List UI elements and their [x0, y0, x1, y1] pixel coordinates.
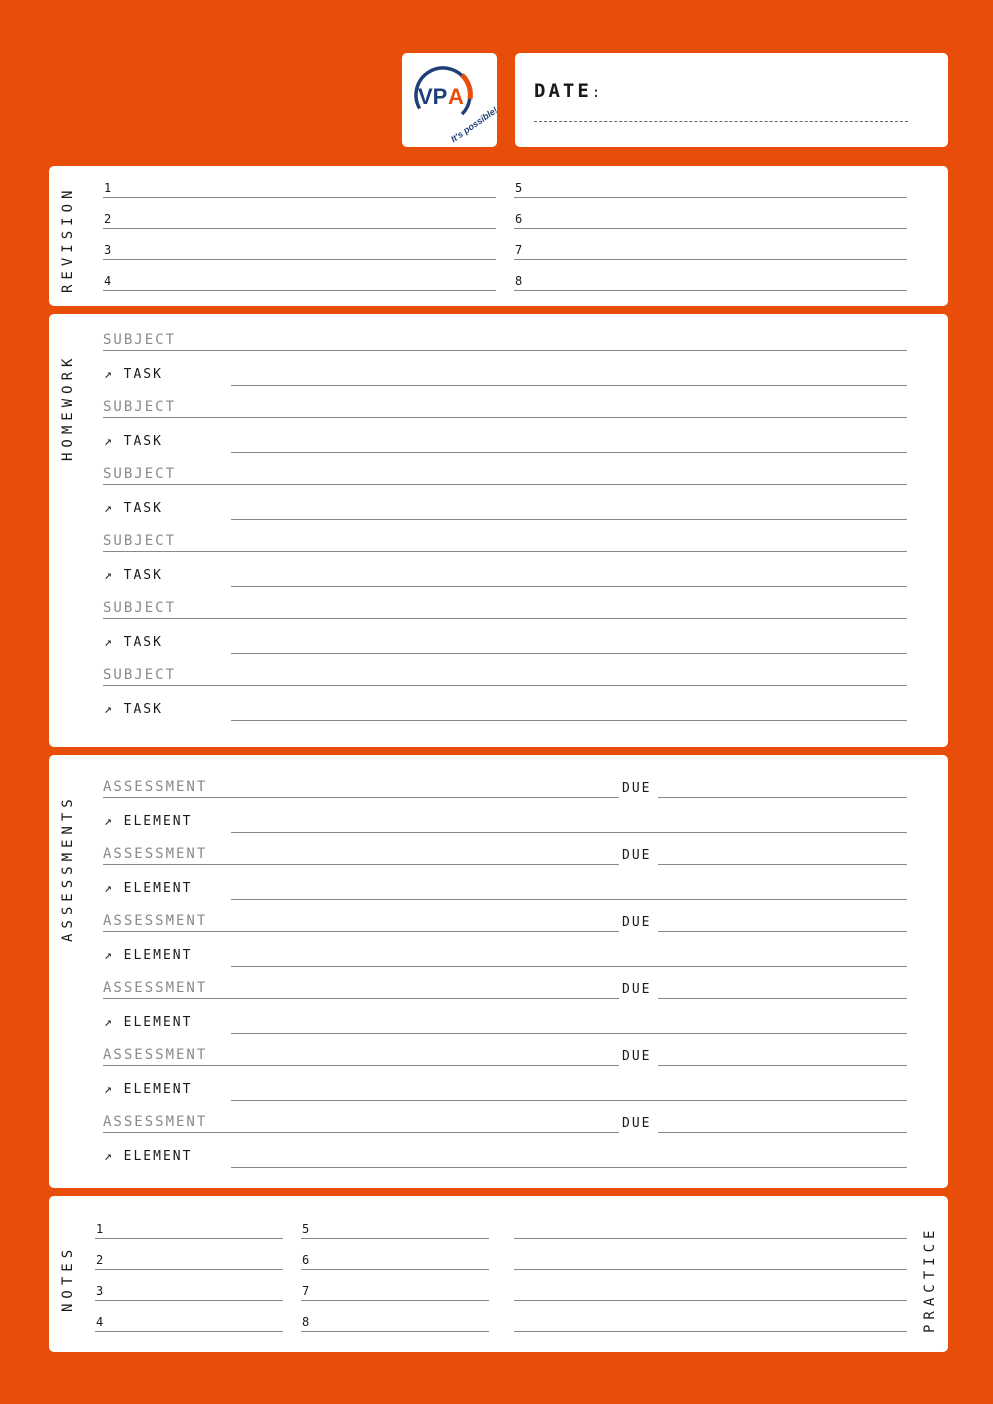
vpa-logo: [402, 53, 497, 147]
task-line[interactable]: [231, 452, 907, 453]
due-label: DUE: [622, 982, 652, 997]
revision-line[interactable]: [103, 240, 496, 260]
revision-number: 3: [104, 243, 112, 257]
subject-line[interactable]: [103, 532, 907, 552]
logo-tagline: It's possible!: [448, 104, 497, 145]
revision-number: 7: [515, 243, 523, 257]
notes-number: 2: [96, 1253, 104, 1267]
revision-line[interactable]: [514, 178, 907, 198]
assessment-placeholder: ASSESSMENT: [103, 779, 208, 795]
due-line[interactable]: [658, 1132, 907, 1133]
element-text: ELEMENT: [123, 881, 193, 896]
notes-line[interactable]: [95, 1250, 283, 1270]
subject-placeholder: SUBJECT: [103, 600, 177, 616]
practice-line[interactable]: [514, 1331, 907, 1332]
notes-number: 1: [96, 1222, 104, 1236]
element-label: [104, 948, 192, 963]
practice-line[interactable]: [514, 1269, 907, 1270]
subject-placeholder: SUBJECT: [103, 332, 177, 348]
element-label: [104, 1149, 192, 1164]
date-label: DATE:: [534, 80, 604, 102]
revision-number: 1: [104, 181, 112, 195]
notes-number: 3: [96, 1284, 104, 1298]
assessment-line[interactable]: [103, 1046, 619, 1066]
notes-number: 6: [302, 1253, 310, 1267]
task-label: [104, 501, 163, 516]
task-text: TASK: [123, 635, 163, 650]
arrow-icon: ↗: [104, 1149, 114, 1164]
notes-line[interactable]: [95, 1219, 283, 1239]
revision-number: 6: [515, 212, 523, 226]
notes-number: 4: [96, 1315, 104, 1329]
element-line[interactable]: [231, 1033, 907, 1034]
revision-line[interactable]: [514, 271, 907, 291]
due-line[interactable]: [658, 931, 907, 932]
task-text: TASK: [123, 501, 163, 516]
notes-line[interactable]: [301, 1250, 489, 1270]
task-text: TASK: [123, 367, 163, 382]
element-label: [104, 814, 192, 829]
task-label: [104, 568, 163, 583]
element-line[interactable]: [231, 966, 907, 967]
arrow-icon: ↗: [104, 702, 114, 717]
subject-line[interactable]: [103, 331, 907, 351]
revision-title: REVISION: [60, 185, 76, 293]
element-text: ELEMENT: [123, 1082, 193, 1097]
task-line[interactable]: [231, 720, 907, 721]
due-line[interactable]: [658, 864, 907, 865]
arrow-icon: ↗: [104, 568, 114, 583]
notes-title: NOTES: [60, 1244, 76, 1312]
assessment-line[interactable]: [103, 979, 619, 999]
subject-placeholder: SUBJECT: [103, 667, 177, 683]
revision-line[interactable]: [514, 240, 907, 260]
notes-line[interactable]: [301, 1312, 489, 1332]
task-label: [104, 635, 163, 650]
due-line[interactable]: [658, 797, 907, 798]
element-text: ELEMENT: [123, 948, 193, 963]
subject-line[interactable]: [103, 599, 907, 619]
due-label: DUE: [622, 781, 652, 796]
revision-number: 4: [104, 274, 112, 288]
arrow-icon: ↗: [104, 367, 114, 382]
element-line[interactable]: [231, 1100, 907, 1101]
arrow-icon: ↗: [104, 1015, 114, 1030]
element-line[interactable]: [231, 899, 907, 900]
notes-line[interactable]: [301, 1281, 489, 1301]
due-label: DUE: [622, 915, 652, 930]
notes-line[interactable]: [301, 1219, 489, 1239]
arrow-icon: ↗: [104, 814, 114, 829]
assessment-line[interactable]: [103, 845, 619, 865]
arrow-icon: ↗: [104, 881, 114, 896]
logo-card: [402, 53, 497, 147]
element-label: [104, 1082, 192, 1097]
task-label: [104, 434, 163, 449]
task-line[interactable]: [231, 586, 907, 587]
task-text: TASK: [123, 702, 163, 717]
practice-line[interactable]: [514, 1300, 907, 1301]
practice-title: PRACTICE: [922, 1225, 938, 1333]
element-label: [104, 881, 192, 896]
notes-number: 5: [302, 1222, 310, 1236]
arrow-icon: ↗: [104, 1082, 114, 1097]
notes-line[interactable]: [95, 1281, 283, 1301]
revision-number: 8: [515, 274, 523, 288]
task-line[interactable]: [231, 385, 907, 386]
subject-placeholder: SUBJECT: [103, 399, 177, 415]
subject-placeholder: SUBJECT: [103, 466, 177, 482]
due-label: DUE: [622, 848, 652, 863]
due-label: DUE: [622, 1049, 652, 1064]
task-label: [104, 702, 163, 717]
arrow-icon: ↗: [104, 948, 114, 963]
date-card[interactable]: [515, 53, 948, 147]
subject-line[interactable]: [103, 465, 907, 485]
revision-line[interactable]: [103, 178, 496, 198]
notes-line[interactable]: [95, 1312, 283, 1332]
assessments-title: ASSESSMENTS: [60, 794, 76, 942]
logo-text-a: A: [448, 84, 464, 109]
element-text: ELEMENT: [123, 814, 193, 829]
practice-line[interactable]: [514, 1238, 907, 1239]
assessment-placeholder: ASSESSMENT: [103, 1114, 208, 1130]
assessment-line[interactable]: [103, 1113, 619, 1133]
subject-line[interactable]: [103, 398, 907, 418]
revision-number: 5: [515, 181, 523, 195]
due-line[interactable]: [658, 1065, 907, 1066]
element-line[interactable]: [231, 832, 907, 833]
arrow-icon: ↗: [104, 635, 114, 650]
revision-line[interactable]: [514, 209, 907, 229]
date-input-line[interactable]: [534, 121, 908, 122]
element-label: [104, 1015, 192, 1030]
homework-title: HOMEWORK: [60, 353, 76, 461]
assessment-placeholder: ASSESSMENT: [103, 980, 208, 996]
logo-text-vp: VP: [418, 84, 448, 109]
assessment-placeholder: ASSESSMENT: [103, 913, 208, 929]
element-text: ELEMENT: [123, 1149, 193, 1164]
revision-line[interactable]: [103, 209, 496, 229]
revision-number: 2: [104, 212, 112, 226]
notes-number: 8: [302, 1315, 310, 1329]
arrow-icon: ↗: [104, 501, 114, 516]
assessment-line[interactable]: [103, 912, 619, 932]
element-line[interactable]: [231, 1167, 907, 1168]
task-text: TASK: [123, 568, 163, 583]
arrow-icon: ↗: [104, 434, 114, 449]
task-line[interactable]: [231, 519, 907, 520]
task-label: [104, 367, 163, 382]
subject-line[interactable]: [103, 666, 907, 686]
assessment-line[interactable]: [103, 778, 619, 798]
assessment-placeholder: ASSESSMENT: [103, 846, 208, 862]
subject-placeholder: SUBJECT: [103, 533, 177, 549]
notes-number: 7: [302, 1284, 310, 1298]
assessment-placeholder: ASSESSMENT: [103, 1047, 208, 1063]
due-label: DUE: [622, 1116, 652, 1131]
due-line[interactable]: [658, 998, 907, 999]
revision-line[interactable]: [103, 271, 496, 291]
task-text: TASK: [123, 434, 163, 449]
task-line[interactable]: [231, 653, 907, 654]
element-text: ELEMENT: [123, 1015, 193, 1030]
